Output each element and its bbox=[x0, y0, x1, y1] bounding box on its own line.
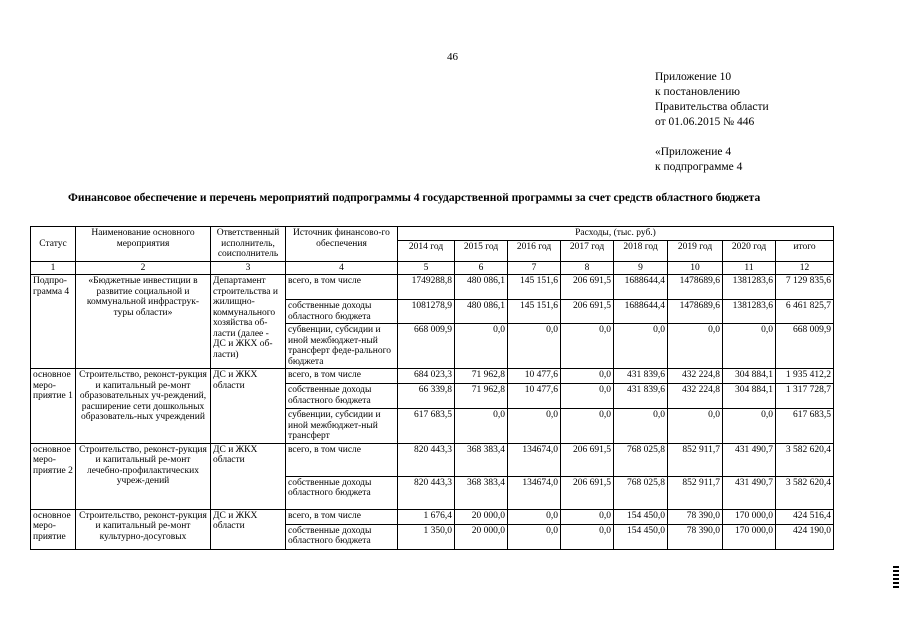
group-name: Строительство, реконст-рукция и капитальный ре-монт лечебно-профилактических учреж-дений bbox=[76, 443, 211, 509]
col-number: 7 bbox=[508, 261, 561, 275]
row-source: всего, в том числе bbox=[286, 509, 398, 524]
row-value: 134674,0 bbox=[508, 443, 561, 476]
row-value: 431 490,7 bbox=[723, 443, 776, 476]
row-total: 6 461 825,7 bbox=[776, 300, 834, 324]
row-value: 78 390,0 bbox=[668, 509, 723, 524]
header-year: 2014 год bbox=[398, 241, 455, 261]
col-number: 5 bbox=[398, 261, 455, 275]
row-source: всего, в том числе bbox=[286, 369, 398, 384]
row-value: 20 000,0 bbox=[455, 509, 508, 524]
row-value: 768 025,8 bbox=[614, 476, 668, 509]
header-year: 2018 год bbox=[614, 241, 668, 261]
row-value: 1478689,6 bbox=[668, 300, 723, 324]
appendix-line: Правительства области bbox=[655, 101, 769, 113]
col-number: 6 bbox=[455, 261, 508, 275]
appendix-ref-line: к подпрограмме 4 bbox=[655, 161, 743, 173]
row-value: 668 009,9 bbox=[398, 324, 455, 369]
row-value: 617 683,5 bbox=[398, 409, 455, 444]
row-value: 0,0 bbox=[561, 409, 614, 444]
row-value: 480 086,1 bbox=[455, 275, 508, 300]
row-source: собственные доходы областного бюджета bbox=[286, 384, 398, 409]
appendix-block bbox=[655, 70, 769, 175]
row-value: 1381283,6 bbox=[723, 300, 776, 324]
row-value: 206 691,5 bbox=[561, 275, 614, 300]
row-value: 71 962,8 bbox=[455, 384, 508, 409]
row-value: 1081278,9 bbox=[398, 300, 455, 324]
group-status: основное меро-приятие bbox=[31, 509, 76, 549]
group-name: «Бюджетные инвестиции в развитие социальной и коммунальной инфраструк-туры области» bbox=[76, 275, 211, 369]
col-number: 9 bbox=[614, 261, 668, 275]
row-value: 368 383,4 bbox=[455, 443, 508, 476]
row-value: 10 477,6 bbox=[508, 369, 561, 384]
row-value: 1688644,4 bbox=[614, 275, 668, 300]
group-executor: ДС и ЖКХ области bbox=[211, 443, 286, 509]
table-row bbox=[31, 443, 834, 476]
row-value: 134674,0 bbox=[508, 476, 561, 509]
row-value: 20 000,0 bbox=[455, 524, 508, 549]
row-value: 1749288,8 bbox=[398, 275, 455, 300]
row-source: собственные доходы областного бюджета bbox=[286, 476, 398, 509]
row-value: 820 443,3 bbox=[398, 443, 455, 476]
col-number: 11 bbox=[723, 261, 776, 275]
financing-table bbox=[30, 226, 834, 550]
row-value: 0,0 bbox=[723, 324, 776, 369]
group-name: Строительство, реконст-рукция и капитальный ре-монт образовательных уч-реждений, расширение сети дошкольных образователь-ных учреждений bbox=[76, 369, 211, 444]
row-value: 0,0 bbox=[614, 409, 668, 444]
row-total: 668 009,9 bbox=[776, 324, 834, 369]
row-value: 0,0 bbox=[723, 409, 776, 444]
header-year: 2019 год bbox=[668, 241, 723, 261]
col-number: 12 bbox=[776, 261, 834, 275]
row-value: 432 224,8 bbox=[668, 369, 723, 384]
row-value: 0,0 bbox=[455, 324, 508, 369]
row-value: 0,0 bbox=[508, 324, 561, 369]
header-name: Наименование основного мероприятия bbox=[76, 227, 211, 262]
table-row bbox=[31, 275, 834, 300]
row-source: собственные доходы областного бюджета bbox=[286, 524, 398, 549]
row-value: 480 086,1 bbox=[455, 300, 508, 324]
row-total: 3 582 620,4 bbox=[776, 443, 834, 476]
col-number: 4 bbox=[286, 261, 398, 275]
row-total: 1 317 728,7 bbox=[776, 384, 834, 409]
row-value: 1478689,6 bbox=[668, 275, 723, 300]
row-value: 0,0 bbox=[561, 324, 614, 369]
table-row bbox=[31, 509, 834, 524]
group-status: основное меро-приятие 1 bbox=[31, 369, 76, 444]
row-value: 1381283,6 bbox=[723, 275, 776, 300]
row-value: 71 962,8 bbox=[455, 369, 508, 384]
col-number: 8 bbox=[561, 261, 614, 275]
row-value: 431 490,7 bbox=[723, 476, 776, 509]
row-value: 768 025,8 bbox=[614, 443, 668, 476]
col-number: 1 bbox=[31, 261, 76, 275]
row-value: 170 000,0 bbox=[723, 509, 776, 524]
group-name: Строительство, реконст-рукция и капитальный ре-монт культурно-досуговых bbox=[76, 509, 211, 549]
row-value: 170 000,0 bbox=[723, 524, 776, 549]
table-body bbox=[31, 275, 834, 550]
row-value: 368 383,4 bbox=[455, 476, 508, 509]
row-value: 0,0 bbox=[668, 324, 723, 369]
row-total: 424 190,0 bbox=[776, 524, 834, 549]
col-number: 2 bbox=[76, 261, 211, 275]
row-value: 0,0 bbox=[561, 524, 614, 549]
row-value: 431 839,6 bbox=[614, 369, 668, 384]
row-total: 424 516,4 bbox=[776, 509, 834, 524]
group-executor: ДС и ЖКХ области bbox=[211, 369, 286, 444]
row-value: 0,0 bbox=[614, 324, 668, 369]
row-value: 431 839,6 bbox=[614, 384, 668, 409]
row-value: 304 884,1 bbox=[723, 369, 776, 384]
col-number: 10 bbox=[668, 261, 723, 275]
row-value: 206 691,5 bbox=[561, 443, 614, 476]
header-executor: Ответственный исполнитель, соисполнитель bbox=[211, 227, 286, 262]
header-expenses: Расходы, (тыс. руб.) bbox=[398, 227, 834, 241]
appendix-line: к постановлению bbox=[655, 86, 740, 98]
appendix-line: Приложение 10 bbox=[655, 71, 732, 83]
group-executor: ДС и ЖКХ области bbox=[211, 509, 286, 549]
row-value: 0,0 bbox=[561, 384, 614, 409]
header-source: Источник финансово-го обеспечения bbox=[286, 227, 398, 262]
row-total: 617 683,5 bbox=[776, 409, 834, 444]
header-total: итого bbox=[776, 241, 834, 261]
header-year: 2020 год bbox=[723, 241, 776, 261]
group-status: основное меро-приятие 2 bbox=[31, 443, 76, 509]
row-source: субвенции, субсидии и иной межбюджет-ный трансферт феде-рального бюджета bbox=[286, 324, 398, 369]
row-value: 1688644,4 bbox=[614, 300, 668, 324]
row-source: субвенции, субсидии и иной межбюджет-ный трансферт bbox=[286, 409, 398, 444]
row-value: 145 151,6 bbox=[508, 300, 561, 324]
row-value: 0,0 bbox=[508, 524, 561, 549]
row-value: 684 023,3 bbox=[398, 369, 455, 384]
row-value: 432 224,8 bbox=[668, 384, 723, 409]
row-value: 145 151,6 bbox=[508, 275, 561, 300]
row-value: 78 390,0 bbox=[668, 524, 723, 549]
page-number: 46 bbox=[447, 51, 458, 63]
group-executor: Департамент строительства и жилищно-коммунального хозяйства об-ласти (далее - ДС и ЖКХ об-ласти) bbox=[211, 275, 286, 369]
header-year: 2015 год bbox=[455, 241, 508, 261]
scan-marks bbox=[893, 566, 899, 590]
group-status: Подпро-грамма 4 bbox=[31, 275, 76, 369]
row-value: 66 339,8 bbox=[398, 384, 455, 409]
header-year: 2017 год bbox=[561, 241, 614, 261]
row-value: 304 884,1 bbox=[723, 384, 776, 409]
appendix-ref-line: «Приложение 4 bbox=[655, 146, 732, 158]
row-value: 0,0 bbox=[508, 509, 561, 524]
row-value: 1 676,4 bbox=[398, 509, 455, 524]
row-total: 1 935 412,2 bbox=[776, 369, 834, 384]
row-value: 852 911,7 bbox=[668, 476, 723, 509]
row-total: 3 582 620,4 bbox=[776, 476, 834, 509]
table-row bbox=[31, 369, 834, 384]
row-source: всего, в том числе bbox=[286, 275, 398, 300]
row-total: 7 129 835,6 bbox=[776, 275, 834, 300]
row-value: 820 443,3 bbox=[398, 476, 455, 509]
row-source: всего, в том числе bbox=[286, 443, 398, 476]
document-title: Финансовое обеспечение и перечень мероприятий подпрограммы 4 государственной программы за счет средств областного бюджета bbox=[68, 192, 761, 204]
row-value: 1 350,0 bbox=[398, 524, 455, 549]
row-value: 0,0 bbox=[455, 409, 508, 444]
row-value: 0,0 bbox=[561, 509, 614, 524]
row-value: 0,0 bbox=[508, 409, 561, 444]
header-status: Статус bbox=[31, 227, 76, 262]
row-value: 10 477,6 bbox=[508, 384, 561, 409]
row-value: 0,0 bbox=[561, 369, 614, 384]
col-number: 3 bbox=[211, 261, 286, 275]
header-year: 2016 год bbox=[508, 241, 561, 261]
row-value: 154 450,0 bbox=[614, 509, 668, 524]
row-value: 0,0 bbox=[668, 409, 723, 444]
row-source: собственные доходы областного бюджета bbox=[286, 300, 398, 324]
appendix-line: от 01.06.2015 № 446 bbox=[655, 116, 755, 128]
row-value: 206 691,5 bbox=[561, 476, 614, 509]
row-value: 206 691,5 bbox=[561, 300, 614, 324]
row-value: 154 450,0 bbox=[614, 524, 668, 549]
row-value: 852 911,7 bbox=[668, 443, 723, 476]
